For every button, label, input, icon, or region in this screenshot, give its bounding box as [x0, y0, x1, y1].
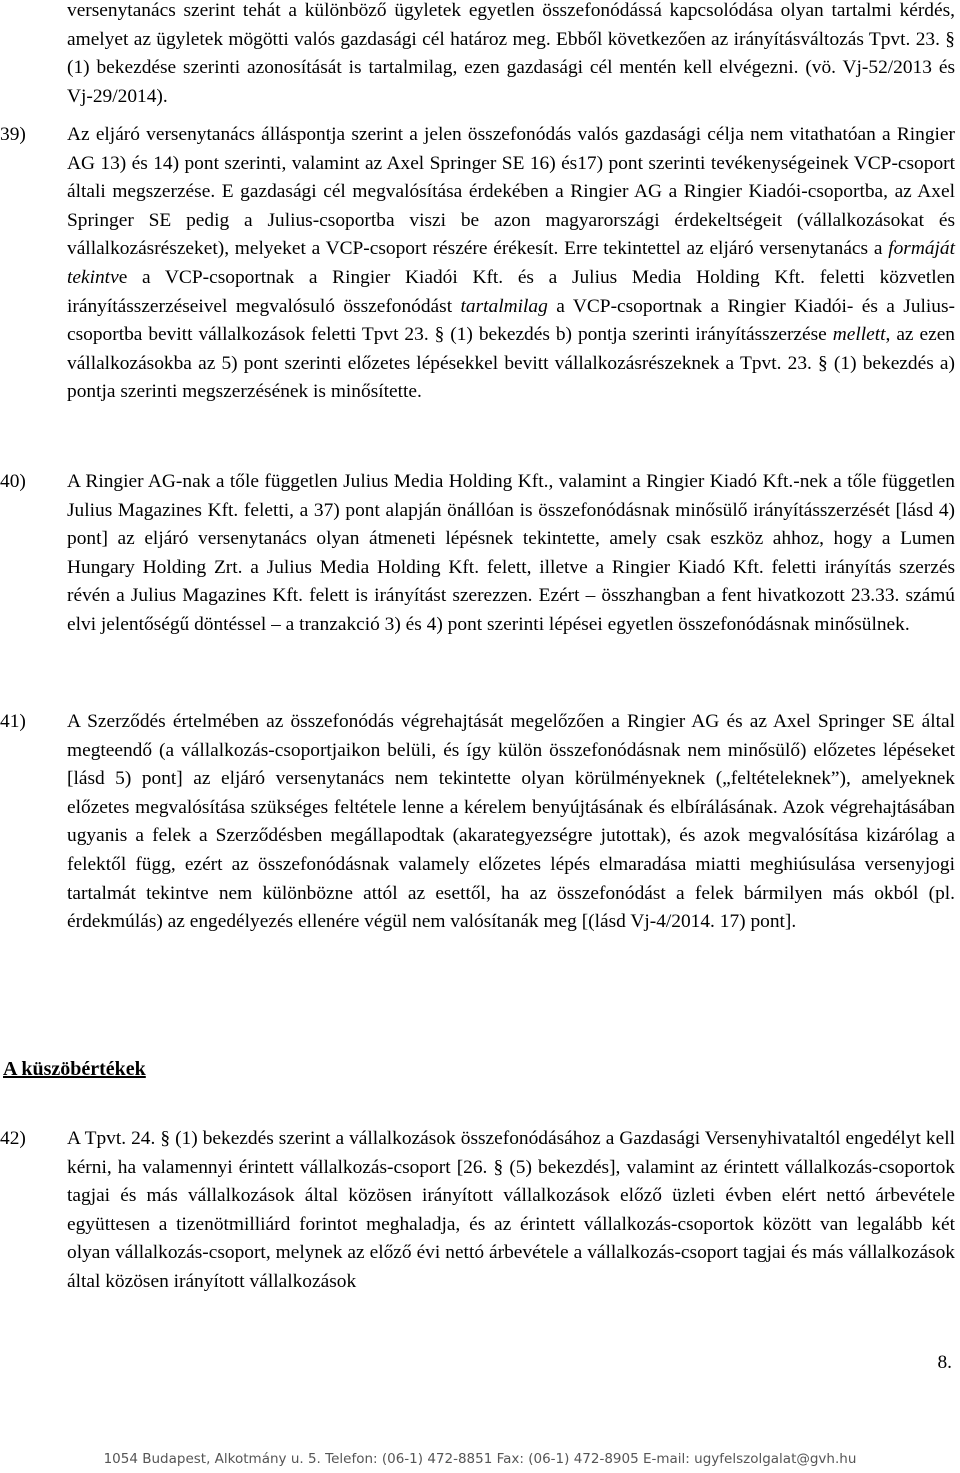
paragraph-39: 39) Az eljáró versenytanács álláspontja szerint a jelen összefonódás valós gazdasági célja nem vitathatóan a Ringier AG 13) és 14) pont szerinti, valamint az Axel Springer SE 16) és17) pont szerinti tevékenységeinek VCP-csoport általi megszerzése. E gazdasági cél megvalósítása érdekében a Ringier AG a Ringier Kiadói-csoportba, az Axel Springer SE pedig a Julius-csoportba viszi be azon magyarországi érdekeltségeit (vállalkozásokat és vállalkozásrészeket), melyeket a VCP-csoport részére érékesít. Erre tekintettel az eljáró versenytanács a formáját tekintve a VCP-csoportnak a Ringier Kiadói Kft. és a Julius Media Holding Kft. feletti közvetlen irányításszerzéseivel megvalósuló összefonódást tartalmilag a VCP-csoportnak a Ringier Kiadói- és a Julius-csoportba bevitt vállalkozások feletti Tpvt 23. § (1) bekezdés b) pontja szerinti irányításszerzése mellett, az ezen vállalkozásokba az 5) pont szerinti előzetes lépésekkel bevitt vállalkozásrészeknek a Tpvt. 23. § (1) bekezdés a) pontja szerinti megszerzésének is minősítette. — [67, 121, 955, 407]
paragraph-number: 42) — [0, 1128, 26, 1149]
intro-paragraph: versenytanács szerint tehát a különböző ügyletek egyetlen összefonódássá kapcsolódása olyan tartalmi kérdés, amelyet az ügyletek mögötti valós gazdasági cél határoz meg. Ebből következően az irányításváltozás Tpvt. 23. § (1) bekezdése szerinti azonosítását is tartalmilag, ezen gazdasági cél mentén kell elvégezni. (vö. Vj-52/2013 és Vj-29/2014). — [67, 0, 955, 107]
paragraph-number: 41) — [0, 711, 26, 732]
section-heading: A küszöbértékek — [3, 1058, 146, 1080]
paragraph-42: 42) A Tpvt. 24. § (1) bekezdés szerint a vállalkozások összefonódásához a Gazdasági Versenyhivataltól engedélyt kell kérni, ha valamennyi érintett vállalkozás-csoport [26. § (5) bekezdés], valamint az érintett vállalkozás-csoportok tagjai és más vállalkozások által közösen irányított vállalkozások előző üzleti évben elért nettó árbevétele együttesen a tizenötmilliárd forintot meghaladja, és az érintett vállalkozás-csoportok között van legalább két olyan vállalkozás-csoport, melynek az előző évi nettó árbevétele a vállalkozás-csoport tagjai és más vállalkozások által közösen irányított vállalkozások — [67, 1125, 955, 1297]
page-number: 8. — [937, 1352, 952, 1373]
paragraph-41: 41) A Szerződés értelmében az összefonódás végrehajtását megelőzően a Ringier AG és az Axel Springer SE által megteendő (a vállalkozás-csoportjaikon belüli, és így külön összefonódásnak nem minősülő) előzetes lépéseket [lásd 5) pont] az eljáró versenytanács nem tekintette olyan körülményeknek („feltételeknek”), amelyeknek előzetes megvalósítása szükséges feltétele lenne a kérelem benyújtásának és elbírálásának. Azok végrehajtásában ugyanis a felek a Szerződésben megállapodtak (akarategyezségre jutottak), és azok megvalósítása kizárólag a felektől függ, ezért az összefonódásnak valamely előzetes lépés elmaradása miatti meghiúsulása versenyjogi tartalmát tekintve nem különbözne attól az esettől, ha az összefonódást a felek bármilyen más okból (pl. érdekmúlás) az engedélyezés ellenére végül nem valósítanák meg [(lásd Vj-4/2014. 17) pont]. — [67, 708, 955, 937]
paragraph-40: 40) A Ringier AG-nak a tőle független Julius Media Holding Kft., valamint a Ringier Kiadó Kft.-nek a tőle független Julius Magazines Kft. feletti, a 37) pont alapján önállóan is összefonódásnak minősülő irányításszerzését [lásd 4) pont] az eljáró versenytanács olyan átmeneti lépésnek tekintette, amely csak eszköz ahhoz, hogy a Lumen Hungary Holding Zrt. a Julius Media Holding Kft. felett, illetve a Ringier Kiadó Kft. feletti irányítás szerzés révén a Julius Magazines Kft. felett is irányítást szerezzen. Ezért – összhangban a fent hivatkozott 23.33. számú elvi jelentőségű döntéssel – a tranzakció 3) és 4) pont szerinti lépései egyetlen összefonódásnak minősülnek. — [67, 468, 955, 640]
page-footer: 1054 Budapest, Alkotmány u. 5. Telefon: (06-1) 472-8851 Fax: (06-1) 472-8905 E-mail: ugyfelszolgalat@gvh.hu — [103, 1451, 857, 1467]
paragraph-number: 40) — [0, 471, 26, 492]
paragraph-number: 39) — [0, 124, 26, 145]
